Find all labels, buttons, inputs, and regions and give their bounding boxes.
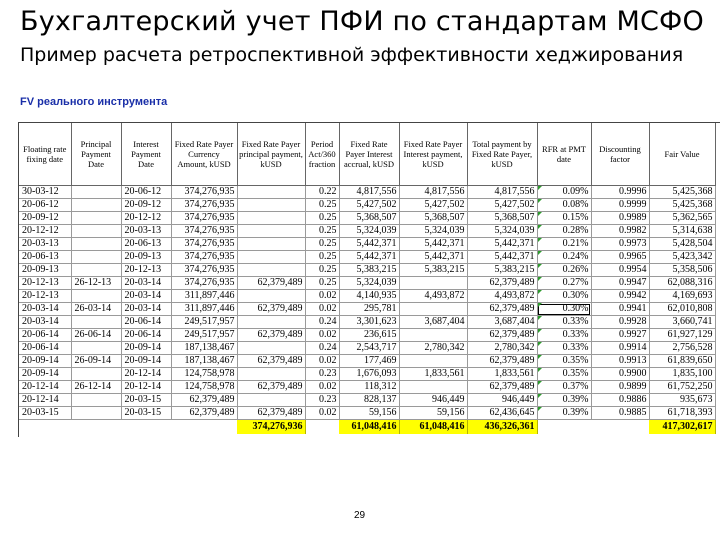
- table-row: [19, 381, 715, 394]
- table-cell[interactable]: [237, 342, 305, 355]
- table-cell[interactable]: 374,276,935: [171, 225, 237, 238]
- table-cell[interactable]: 0.25: [305, 264, 339, 277]
- table-cell[interactable]: [237, 212, 305, 225]
- table-cell[interactable]: 0.9900: [591, 368, 649, 381]
- table-cell[interactable]: [71, 342, 121, 355]
- table-cell[interactable]: 0.9927: [591, 329, 649, 342]
- table-cell[interactable]: 62,379,489: [467, 381, 537, 394]
- table-cell[interactable]: 124,758,978: [171, 368, 237, 381]
- table-cell[interactable]: 2,756,528: [649, 342, 715, 355]
- table-cell[interactable]: [71, 251, 121, 264]
- table-cell[interactable]: 0.23: [305, 394, 339, 407]
- table-cell[interactable]: 4,817,556: [399, 186, 467, 199]
- table-cell[interactable]: 5,362,565: [649, 212, 715, 225]
- table-cell[interactable]: 0.9973: [591, 238, 649, 251]
- table-cell[interactable]: 5,324,039: [339, 225, 399, 238]
- table-row: [19, 290, 715, 303]
- table-cell[interactable]: 20-03-14: [121, 290, 171, 303]
- table-cell[interactable]: 0.25: [305, 212, 339, 225]
- table-cell[interactable]: 0.9999: [591, 199, 649, 212]
- table-cell[interactable]: 20-09-12: [19, 212, 71, 225]
- total-cell[interactable]: [537, 420, 591, 435]
- table-cell[interactable]: 0.02: [305, 290, 339, 303]
- table-cell[interactable]: 124,758,978: [171, 381, 237, 394]
- table-cell[interactable]: 0.24%: [537, 251, 591, 264]
- table-cell[interactable]: [237, 225, 305, 238]
- table-cell[interactable]: 20-03-14: [19, 303, 71, 316]
- table-cell[interactable]: 20-03-15: [121, 394, 171, 407]
- column-header: Discounting factor: [591, 123, 649, 186]
- table-cell[interactable]: 374,276,935: [171, 186, 237, 199]
- table-cell[interactable]: 4,817,556: [339, 186, 399, 199]
- table-row: [19, 394, 715, 407]
- table-cell[interactable]: 0.27%: [537, 277, 591, 290]
- table-row: [19, 329, 715, 342]
- table-cell[interactable]: [399, 277, 467, 290]
- fair-value-table: [19, 123, 716, 434]
- table-cell[interactable]: 5,324,039: [467, 225, 537, 238]
- table-cell[interactable]: 62,436,645: [467, 407, 537, 420]
- table-cell[interactable]: 62,088,316: [649, 277, 715, 290]
- table-cell[interactable]: 0.33%: [537, 329, 591, 342]
- table-cell[interactable]: 20-03-15: [121, 407, 171, 420]
- table-cell[interactable]: 374,276,935: [171, 277, 237, 290]
- table-cell[interactable]: [71, 407, 121, 420]
- table-cell[interactable]: 0.21%: [537, 238, 591, 251]
- table-cell[interactable]: 3,687,404: [467, 316, 537, 329]
- table-cell[interactable]: 20-09-14: [121, 342, 171, 355]
- table-cell[interactable]: 0.02: [305, 381, 339, 394]
- table-cell[interactable]: 26-12-13: [71, 277, 121, 290]
- table-cell[interactable]: 62,379,489: [467, 329, 537, 342]
- table-cell[interactable]: 0.35%: [537, 368, 591, 381]
- table-cell[interactable]: 2,780,342: [467, 342, 537, 355]
- table-row: [19, 316, 715, 329]
- table-cell[interactable]: 374,276,935: [171, 264, 237, 277]
- table-cell[interactable]: 59,156: [399, 407, 467, 420]
- table-row: [19, 264, 715, 277]
- table-cell[interactable]: 20-09-13: [19, 264, 71, 277]
- table-cell[interactable]: 1,833,561: [399, 368, 467, 381]
- table-row: [19, 186, 715, 199]
- table-cell[interactable]: 5,427,502: [339, 199, 399, 212]
- table-cell[interactable]: [71, 316, 121, 329]
- table-cell[interactable]: 0.24: [305, 342, 339, 355]
- table-cell[interactable]: 20-12-13: [121, 264, 171, 277]
- table-cell[interactable]: [71, 368, 121, 381]
- table-cell[interactable]: 5,324,039: [339, 277, 399, 290]
- total-cell[interactable]: 417,302,617: [649, 420, 715, 435]
- table-cell[interactable]: 0.9886: [591, 394, 649, 407]
- table-cell[interactable]: 20-09-12: [121, 199, 171, 212]
- column-header: Floating rate fixing date: [19, 123, 71, 186]
- table-cell[interactable]: 20-03-14: [121, 303, 171, 316]
- table-cell[interactable]: [237, 264, 305, 277]
- table-cell[interactable]: 30-03-12: [19, 186, 71, 199]
- table-cell[interactable]: 61,718,393: [649, 407, 715, 420]
- table-cell[interactable]: 4,493,872: [467, 290, 537, 303]
- table-row: [19, 199, 715, 212]
- table-cell[interactable]: 20-03-14: [19, 316, 71, 329]
- table-cell[interactable]: 1,833,561: [467, 368, 537, 381]
- table-cell[interactable]: [71, 290, 121, 303]
- table-cell[interactable]: 0.9913: [591, 355, 649, 368]
- table-cell[interactable]: 0.9942: [591, 290, 649, 303]
- table-cell[interactable]: 5,324,039: [399, 225, 467, 238]
- table-cell[interactable]: 20-09-14: [19, 368, 71, 381]
- table-cell[interactable]: 5,442,371: [339, 251, 399, 264]
- column-header: Total payment by Fixed Rate Payer, kUSD: [467, 123, 537, 186]
- column-header: Fixed Rate Payer Interest accrual, kUSD: [339, 123, 399, 186]
- totals-row: [19, 420, 715, 435]
- table-cell[interactable]: 0.09%: [537, 186, 591, 199]
- table-cell[interactable]: 0.9914: [591, 342, 649, 355]
- total-cell[interactable]: [591, 420, 649, 435]
- table-header-row: [19, 123, 715, 186]
- total-cell[interactable]: [121, 420, 171, 435]
- table-cell[interactable]: 5,368,507: [467, 212, 537, 225]
- table-cell[interactable]: 20-09-13: [121, 251, 171, 264]
- table-cell[interactable]: 62,379,489: [237, 277, 305, 290]
- column-header: Fixed Rate Payer Currency Amount, kUSD: [171, 123, 237, 186]
- table-cell[interactable]: 62,379,489: [171, 394, 237, 407]
- table-cell[interactable]: 20-12-13: [19, 290, 71, 303]
- table-cell[interactable]: 5,428,504: [649, 238, 715, 251]
- table-cell[interactable]: 5,442,371: [339, 238, 399, 251]
- table-cell[interactable]: 0.30%: [537, 303, 591, 316]
- table-cell[interactable]: [399, 355, 467, 368]
- table-cell[interactable]: 5,442,371: [467, 238, 537, 251]
- table-cell[interactable]: 4,140,935: [339, 290, 399, 303]
- table-cell[interactable]: 0.02: [305, 329, 339, 342]
- table-cell[interactable]: 59,156: [339, 407, 399, 420]
- column-header: Principal Payment Date: [71, 123, 121, 186]
- table-cell[interactable]: 26-03-14: [71, 303, 121, 316]
- slide-subtitle: Пример расчета ретроспективной эффективности хеджирования: [20, 44, 684, 66]
- table-cell[interactable]: 5,383,215: [467, 264, 537, 277]
- column-header: RFR at PMT date: [537, 123, 591, 186]
- table-cell[interactable]: 20-06-14: [121, 316, 171, 329]
- table-row: [19, 342, 715, 355]
- table-cell[interactable]: 0.26%: [537, 264, 591, 277]
- table-cell[interactable]: 0.28%: [537, 225, 591, 238]
- table-cell[interactable]: 5,383,215: [399, 264, 467, 277]
- table-cell[interactable]: 0.9989: [591, 212, 649, 225]
- table-cell[interactable]: 62,379,489: [237, 381, 305, 394]
- table-cell[interactable]: [399, 303, 467, 316]
- table-cell[interactable]: 4,169,693: [649, 290, 715, 303]
- table-cell[interactable]: 0.33%: [537, 342, 591, 355]
- table-cell[interactable]: 26-09-14: [71, 355, 121, 368]
- column-header: Period Act/360 fraction: [305, 123, 339, 186]
- table-cell[interactable]: 236,615: [339, 329, 399, 342]
- table-cell[interactable]: 62,379,489: [237, 407, 305, 420]
- table-cell[interactable]: 26-06-14: [71, 329, 121, 342]
- table-cell[interactable]: 0.08%: [537, 199, 591, 212]
- column-header: Fixed Rate Payer Interest payment, kUSD: [399, 123, 467, 186]
- table-cell[interactable]: 0.25: [305, 225, 339, 238]
- table-cell[interactable]: 20-12-12: [19, 225, 71, 238]
- page-number: 29: [354, 510, 366, 521]
- table-cell[interactable]: 4,817,556: [467, 186, 537, 199]
- table-cell[interactable]: 20-06-13: [121, 238, 171, 251]
- table-cell[interactable]: 20-03-15: [19, 407, 71, 420]
- table-row: [19, 368, 715, 381]
- table-cell[interactable]: 374,276,935: [171, 251, 237, 264]
- table-cell[interactable]: 20-12-14: [121, 368, 171, 381]
- table-cell[interactable]: 374,276,935: [171, 199, 237, 212]
- table-cell[interactable]: 61,752,250: [649, 381, 715, 394]
- table-cell[interactable]: 0.25: [305, 251, 339, 264]
- table-cell[interactable]: 62,379,489: [467, 277, 537, 290]
- table-cell[interactable]: 5,368,507: [339, 212, 399, 225]
- table-cell[interactable]: [71, 238, 121, 251]
- table-cell[interactable]: [399, 329, 467, 342]
- total-cell[interactable]: 436,326,361: [467, 420, 537, 435]
- table-cell[interactable]: 62,010,808: [649, 303, 715, 316]
- table-cell[interactable]: 0.39%: [537, 394, 591, 407]
- table-cell[interactable]: 4,493,872: [399, 290, 467, 303]
- table-cell[interactable]: [399, 381, 467, 394]
- table-cell[interactable]: 62,379,489: [237, 355, 305, 368]
- table-cell[interactable]: 0.24: [305, 316, 339, 329]
- table-cell[interactable]: 311,897,446: [171, 303, 237, 316]
- table-row: [19, 277, 715, 290]
- table-cell[interactable]: 20-06-12: [121, 186, 171, 199]
- table-cell[interactable]: 935,673: [649, 394, 715, 407]
- table-cell[interactable]: 5,358,506: [649, 264, 715, 277]
- column-header: Fair Value: [649, 123, 715, 186]
- table-cell[interactable]: [71, 264, 121, 277]
- table-cell[interactable]: 20-12-14: [121, 381, 171, 394]
- table-cell[interactable]: [71, 199, 121, 212]
- column-header: Interest Payment Date: [121, 123, 171, 186]
- table-row: [19, 225, 715, 238]
- table-cell[interactable]: 0.39%: [537, 407, 591, 420]
- table-cell[interactable]: [71, 225, 121, 238]
- table-cell[interactable]: 20-12-12: [121, 212, 171, 225]
- table-cell[interactable]: 5,427,502: [399, 199, 467, 212]
- total-cell[interactable]: 61,048,416: [399, 420, 467, 435]
- table-cell[interactable]: 187,138,467: [171, 355, 237, 368]
- table-cell[interactable]: 20-06-14: [19, 329, 71, 342]
- table-cell[interactable]: 0.02: [305, 303, 339, 316]
- table-cell[interactable]: 1,676,093: [339, 368, 399, 381]
- table-cell[interactable]: 0.37%: [537, 381, 591, 394]
- table-cell[interactable]: 0.9941: [591, 303, 649, 316]
- table-cell[interactable]: 5,423,342: [649, 251, 715, 264]
- total-cell[interactable]: [171, 420, 237, 435]
- table-cell[interactable]: 249,517,957: [171, 329, 237, 342]
- table-cell[interactable]: 5,368,507: [399, 212, 467, 225]
- total-cell[interactable]: 61,048,416: [339, 420, 399, 435]
- table-cell[interactable]: 5,442,371: [467, 251, 537, 264]
- slide-title: Бухгалтерский учет ПФИ по стандартам МСФО: [20, 6, 704, 37]
- table-cell[interactable]: 20-12-14: [19, 381, 71, 394]
- table-row: [19, 355, 715, 368]
- table-cell[interactable]: 3,660,741: [649, 316, 715, 329]
- table-body: [19, 186, 715, 435]
- table-cell[interactable]: 0.9954: [591, 264, 649, 277]
- table-cell[interactable]: [237, 316, 305, 329]
- table-cell[interactable]: [237, 368, 305, 381]
- table-cell[interactable]: 187,138,467: [171, 342, 237, 355]
- table-cell[interactable]: 946,449: [467, 394, 537, 407]
- table-cell[interactable]: 0.9965: [591, 251, 649, 264]
- table-cell[interactable]: 0.02: [305, 407, 339, 420]
- table-cell[interactable]: 0.15%: [537, 212, 591, 225]
- table-cell[interactable]: 1,835,100: [649, 368, 715, 381]
- table-row: [19, 303, 715, 316]
- table-cell[interactable]: 20-03-14: [121, 277, 171, 290]
- table-cell[interactable]: 0.9899: [591, 381, 649, 394]
- table-cell[interactable]: 20-06-12: [19, 199, 71, 212]
- table-cell[interactable]: 0.22: [305, 186, 339, 199]
- table-cell[interactable]: [71, 394, 121, 407]
- table-cell[interactable]: 62,379,489: [467, 355, 537, 368]
- table-cell[interactable]: 20-06-13: [19, 251, 71, 264]
- table-cell[interactable]: 20-09-14: [121, 355, 171, 368]
- table-cell[interactable]: 0.02: [305, 355, 339, 368]
- table-cell[interactable]: 0.9982: [591, 225, 649, 238]
- total-cell[interactable]: [305, 420, 339, 435]
- column-header: Fixed Rate Payer principal payment, kUSD: [237, 123, 305, 186]
- table-cell[interactable]: 5,425,368: [649, 186, 715, 199]
- table-cell[interactable]: 0.30%: [537, 290, 591, 303]
- table-cell[interactable]: 249,517,957: [171, 316, 237, 329]
- table-cell[interactable]: 828,137: [339, 394, 399, 407]
- table-cell[interactable]: 118,312: [339, 381, 399, 394]
- table-cell[interactable]: 311,897,446: [171, 290, 237, 303]
- total-cell[interactable]: 374,276,936: [237, 420, 305, 435]
- table-cell[interactable]: 62,379,489: [467, 303, 537, 316]
- table-cell[interactable]: 61,839,650: [649, 355, 715, 368]
- table-cell[interactable]: 20-12-13: [19, 277, 71, 290]
- table-cell[interactable]: 374,276,935: [171, 238, 237, 251]
- table-cell[interactable]: 0.25: [305, 238, 339, 251]
- table-cell[interactable]: 0.33%: [537, 316, 591, 329]
- table-row: [19, 407, 715, 420]
- table-cell[interactable]: 374,276,935: [171, 212, 237, 225]
- table-cell[interactable]: 946,449: [399, 394, 467, 407]
- table-cell[interactable]: 0.35%: [537, 355, 591, 368]
- table-cell[interactable]: 62,379,489: [171, 407, 237, 420]
- table-cell[interactable]: 0.25: [305, 277, 339, 290]
- table-cell[interactable]: [237, 290, 305, 303]
- table-cell[interactable]: [237, 199, 305, 212]
- table-cell[interactable]: 0.23: [305, 368, 339, 381]
- table-cell[interactable]: 62,379,489: [237, 329, 305, 342]
- table-cell[interactable]: 20-03-13: [121, 225, 171, 238]
- table-cell[interactable]: 62,379,489: [237, 303, 305, 316]
- table-cell[interactable]: 2,543,717: [339, 342, 399, 355]
- table-cell[interactable]: 3,301,623: [339, 316, 399, 329]
- table-cell[interactable]: 0.9996: [591, 186, 649, 199]
- table-row: [19, 251, 715, 264]
- table-cell[interactable]: 0.9947: [591, 277, 649, 290]
- table-cell[interactable]: [71, 212, 121, 225]
- table-cell[interactable]: 26-12-14: [71, 381, 121, 394]
- spreadsheet-table-container: [18, 122, 720, 437]
- table-cell[interactable]: [237, 251, 305, 264]
- table-cell[interactable]: 295,781: [339, 303, 399, 316]
- table-cell[interactable]: 20-03-13: [19, 238, 71, 251]
- table-cell[interactable]: 20-06-14: [19, 342, 71, 355]
- table-cell[interactable]: 5,314,638: [649, 225, 715, 238]
- table-cell[interactable]: [237, 238, 305, 251]
- table-cell[interactable]: 20-09-14: [19, 355, 71, 368]
- table-row: [19, 212, 715, 225]
- table-cell[interactable]: 0.9928: [591, 316, 649, 329]
- table-cell[interactable]: 0.9885: [591, 407, 649, 420]
- table-cell[interactable]: 5,427,502: [467, 199, 537, 212]
- table-cell[interactable]: 5,442,371: [399, 238, 467, 251]
- table-cell[interactable]: 5,383,215: [339, 264, 399, 277]
- total-cell[interactable]: [19, 420, 71, 435]
- table-cell[interactable]: 3,687,404: [399, 316, 467, 329]
- table-cell[interactable]: 0.25: [305, 199, 339, 212]
- section-label: FV реального инструмента: [20, 96, 168, 108]
- table-cell[interactable]: 20-12-14: [19, 394, 71, 407]
- table-cell[interactable]: [237, 394, 305, 407]
- total-cell[interactable]: [71, 420, 121, 435]
- table-cell[interactable]: [71, 186, 121, 199]
- table-cell[interactable]: 5,425,368: [649, 199, 715, 212]
- table-cell[interactable]: 2,780,342: [399, 342, 467, 355]
- table-cell[interactable]: 61,927,129: [649, 329, 715, 342]
- table-cell[interactable]: 5,442,371: [399, 251, 467, 264]
- table-cell[interactable]: 177,469: [339, 355, 399, 368]
- table-row: [19, 238, 715, 251]
- table-cell[interactable]: 20-06-14: [121, 329, 171, 342]
- table-cell[interactable]: [237, 186, 305, 199]
